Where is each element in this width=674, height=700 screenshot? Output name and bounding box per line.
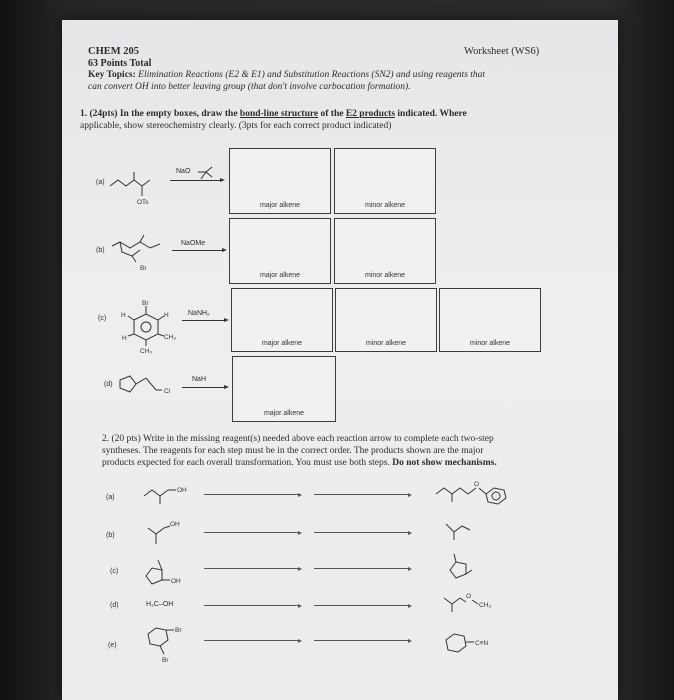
key-topics-label: Key Topics:	[88, 70, 136, 80]
q2-instructions-2: syntheses. The reagents for each step must be in the correct order. The products shown are the major	[102, 446, 484, 456]
q1b-arrow	[172, 250, 224, 251]
q1c-substrate	[120, 302, 180, 362]
q1c-reagent: NaNH₂	[188, 310, 210, 317]
key-topics-cont: can convert OH into better leaving group (that don't involve carbocation formation).	[88, 82, 411, 92]
q1-bold1: bond-line structure	[239, 109, 319, 119]
q2c-label: (c)	[110, 568, 119, 575]
q2e-start	[142, 620, 192, 666]
q2e-arrow-2[interactable]	[314, 640, 410, 641]
course-title: CHEM 205	[88, 46, 140, 57]
q1c-major-box[interactable]	[231, 288, 333, 352]
q1-instructions-2: applicable, show stereochemistry clearly. (3pts for each correct product indicated)	[80, 121, 392, 131]
q2a-label: (a)	[106, 494, 115, 501]
q1a-major-box[interactable]	[229, 148, 331, 214]
q2b-label: (b)	[106, 532, 115, 539]
q1-instructions	[80, 109, 467, 119]
q1d-reagent: NaH	[192, 376, 207, 383]
q1d-label: (d)	[104, 381, 113, 388]
q1c-minor-box-1[interactable]	[335, 288, 437, 352]
q2e-start-br1: Br	[175, 627, 182, 634]
q2e-label: (e)	[108, 642, 117, 649]
q2a-start-oh: OH	[177, 487, 187, 494]
key-topics-text: Elimination Reactions (E2 & E1) and Substitution Reactions (SN2) and using reagents that	[138, 70, 486, 80]
q2d-start: H₃C–OH	[146, 601, 174, 608]
q1b-label: (b)	[96, 247, 105, 254]
q2d-product	[442, 590, 512, 616]
q1c-label: (c)	[98, 315, 107, 322]
q1b-minor-box[interactable]	[334, 218, 436, 284]
q2-instructions-3-normal: products expected for each overall transformation. You must use both steps.	[102, 458, 390, 468]
q1a-reagent-text: NaO	[176, 168, 191, 175]
q1c-atom-h2: H	[164, 312, 169, 319]
q1c-minor-label-2: minor alkene	[469, 340, 511, 347]
worksheet-page	[62, 20, 618, 700]
q2c-arrow-2[interactable]	[314, 568, 410, 569]
q2e-start-br2: Br	[162, 657, 169, 664]
q2d-arrow-2[interactable]	[314, 605, 410, 606]
q2c-start	[140, 556, 190, 588]
q2-instructions-3-bold: Do not show mechanisms.	[392, 458, 497, 468]
q1c-arrow	[182, 320, 226, 321]
key-topics	[88, 70, 485, 80]
q1a-minor-label: minor alkene	[364, 202, 406, 209]
q1d-leaving: Cl	[164, 388, 171, 395]
q2d-product-o: O	[466, 593, 472, 600]
q2b-arrow-1[interactable]	[204, 532, 300, 533]
q2d-product-ch3: CH₃	[479, 602, 492, 609]
q1b-substrate	[110, 232, 168, 272]
q1a-tbu	[198, 166, 222, 186]
q1-bold2: E2 products	[345, 109, 396, 119]
q1c-atom-ch3a: CH₃	[164, 334, 177, 341]
q1d-substrate	[116, 368, 176, 408]
q1a-major-label: major alkene	[259, 202, 301, 209]
q1a-arrow	[170, 180, 222, 181]
q1c-atom-ch3b: CH₃	[140, 348, 153, 355]
worksheet-id: Worksheet (WS6)	[464, 46, 540, 57]
points-total: 63 Points Total	[88, 58, 152, 69]
q1d-major-label: major alkene	[263, 410, 305, 417]
q2c-product	[446, 552, 476, 582]
q2d-arrow-1[interactable]	[204, 605, 300, 606]
q2c-arrow-1[interactable]	[204, 568, 300, 569]
q2b-start-oh: OH	[170, 521, 180, 528]
q1a-label: (a)	[96, 179, 105, 186]
q2e-product-cn: C≡N	[475, 640, 489, 647]
q1c-atom-br: Br	[142, 300, 149, 307]
q2-instructions-3	[102, 458, 497, 468]
q1-lead: 1. (24pts) In the empty boxes, draw the	[80, 109, 238, 119]
q2-instructions-1: 2. (20 pts) Write in the missing reagent(s) needed above each reaction arrow to complete each two-step	[102, 434, 494, 444]
q2b-product	[444, 518, 484, 544]
q2a-product-o: O	[474, 481, 480, 488]
q1d-arrow	[182, 387, 226, 388]
q1c-atom-h3: H	[122, 335, 127, 342]
q2d-label: (d)	[110, 602, 119, 609]
q1c-major-label: major alkene	[261, 340, 303, 347]
q1c-atom-h1: H	[121, 312, 126, 319]
q1-tail: indicated. Where	[397, 109, 467, 119]
q2b-start	[144, 520, 194, 550]
q2e-arrow-1[interactable]	[204, 640, 300, 641]
q2c-start-oh: OH	[171, 578, 181, 585]
q1b-major-box[interactable]	[229, 218, 331, 284]
q2a-product	[434, 478, 524, 512]
q2a-start	[142, 482, 202, 508]
q1-mid: of the	[320, 109, 344, 119]
q2a-arrow-1[interactable]	[204, 494, 300, 495]
q1a-reagent	[176, 168, 190, 175]
q2a-arrow-2[interactable]	[314, 494, 410, 495]
q2e-product	[442, 626, 522, 656]
q1b-leaving: Br	[140, 265, 147, 272]
q1d-major-box[interactable]	[232, 356, 336, 422]
q1b-minor-label: minor alkene	[364, 272, 406, 279]
q1a-leaving: OTs	[137, 199, 149, 206]
q1a-substrate	[106, 166, 166, 216]
q1c-minor-box-2[interactable]	[439, 288, 541, 352]
q1c-minor-label-1: minor alkene	[365, 340, 407, 347]
q1b-reagent: NaOMe	[181, 240, 206, 247]
q1b-major-label: major alkene	[259, 272, 301, 279]
q2b-arrow-2[interactable]	[314, 532, 410, 533]
q1a-minor-box[interactable]	[334, 148, 436, 214]
